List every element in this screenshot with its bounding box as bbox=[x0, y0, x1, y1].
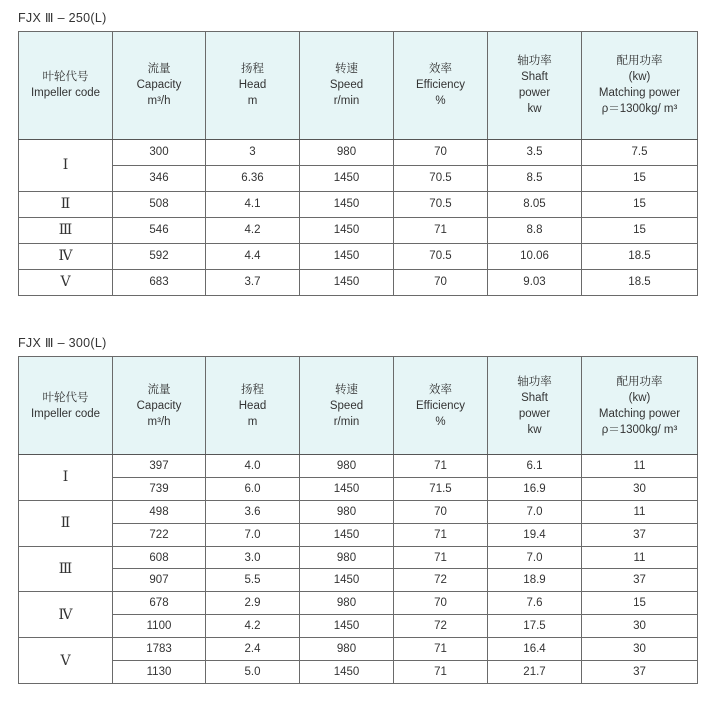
impeller-code-cell: Ⅲ bbox=[19, 217, 113, 243]
value-cell: 980 bbox=[300, 455, 394, 478]
table-row bbox=[19, 217, 698, 243]
value-cell: 19.4 bbox=[488, 523, 582, 546]
value-cell: 37 bbox=[582, 661, 698, 684]
value-cell: 4.2 bbox=[206, 217, 300, 243]
header-line: kw bbox=[527, 423, 542, 436]
header-line: power bbox=[518, 87, 551, 100]
value-cell: 1450 bbox=[300, 477, 394, 500]
value-cell: 37 bbox=[582, 569, 698, 592]
header-cell bbox=[488, 32, 582, 140]
header-line: Impeller code bbox=[30, 87, 101, 100]
value-cell: 15 bbox=[582, 592, 698, 615]
header-line: (kw) bbox=[628, 71, 651, 84]
table-row bbox=[19, 638, 698, 661]
value-cell: 7.0 bbox=[206, 523, 300, 546]
table-row bbox=[19, 592, 698, 615]
impeller-code-cell: Ⅳ bbox=[19, 243, 113, 269]
header-line: 效率 bbox=[429, 383, 452, 396]
header-line: Capacity bbox=[136, 399, 182, 412]
value-cell: 3.7 bbox=[206, 269, 300, 295]
header-line: Speed bbox=[329, 79, 364, 92]
header-cell bbox=[300, 32, 394, 140]
impeller-code-cell: Ⅱ bbox=[19, 500, 113, 546]
value-cell: 1100 bbox=[113, 615, 206, 638]
table-row bbox=[19, 546, 698, 569]
table-row bbox=[19, 569, 698, 592]
value-cell: 70.5 bbox=[394, 191, 488, 217]
value-cell: 6.36 bbox=[206, 165, 300, 191]
header-line: 叶轮代号 bbox=[42, 391, 89, 404]
value-cell: 1130 bbox=[113, 661, 206, 684]
impeller-code-cell: Ⅲ bbox=[19, 546, 113, 592]
value-cell: 1450 bbox=[300, 243, 394, 269]
value-cell: 6.1 bbox=[488, 455, 582, 478]
header-cell bbox=[582, 357, 698, 455]
table-row bbox=[19, 243, 698, 269]
value-cell: 70 bbox=[394, 139, 488, 165]
header-line: 轴功率 bbox=[517, 55, 552, 68]
value-cell: 15 bbox=[582, 165, 698, 191]
header-line: m bbox=[247, 95, 258, 108]
value-cell: 71.5 bbox=[394, 477, 488, 500]
value-cell: 7.6 bbox=[488, 592, 582, 615]
value-cell: 608 bbox=[113, 546, 206, 569]
header-line: 叶轮代号 bbox=[42, 71, 89, 84]
value-cell: 498 bbox=[113, 500, 206, 523]
header-line: Impeller code bbox=[30, 407, 101, 420]
value-cell: 18.5 bbox=[582, 269, 698, 295]
value-cell: 346 bbox=[113, 165, 206, 191]
value-cell: 907 bbox=[113, 569, 206, 592]
table-row bbox=[19, 165, 698, 191]
value-cell: 4.4 bbox=[206, 243, 300, 269]
value-cell: 980 bbox=[300, 500, 394, 523]
value-cell: 3 bbox=[206, 139, 300, 165]
value-cell: 8.8 bbox=[488, 217, 582, 243]
value-cell: 980 bbox=[300, 139, 394, 165]
value-cell: 11 bbox=[582, 500, 698, 523]
header-line: 流量 bbox=[147, 383, 171, 396]
value-cell: 16.9 bbox=[488, 477, 582, 500]
value-cell: 17.5 bbox=[488, 615, 582, 638]
value-cell: 15 bbox=[582, 191, 698, 217]
header-line: Shaft bbox=[521, 391, 548, 404]
header-line: Head bbox=[238, 79, 267, 92]
impeller-code-cell: Ⅴ bbox=[19, 638, 113, 684]
impeller-code-cell: Ⅰ bbox=[19, 139, 113, 191]
table-row bbox=[19, 191, 698, 217]
header-line: 效率 bbox=[429, 63, 452, 76]
value-cell: 71 bbox=[394, 455, 488, 478]
header-line: % bbox=[435, 95, 446, 108]
header-line: 配用功率 bbox=[616, 55, 663, 68]
value-cell: 7.5 bbox=[582, 139, 698, 165]
value-cell: 71 bbox=[394, 661, 488, 684]
value-cell: 8.05 bbox=[488, 191, 582, 217]
value-cell: 4.1 bbox=[206, 191, 300, 217]
impeller-code-cell: Ⅳ bbox=[19, 592, 113, 638]
value-cell: 683 bbox=[113, 269, 206, 295]
value-cell: 980 bbox=[300, 638, 394, 661]
header-line: m bbox=[247, 415, 258, 428]
value-cell: 722 bbox=[113, 523, 206, 546]
value-cell: 678 bbox=[113, 592, 206, 615]
table-row bbox=[19, 523, 698, 546]
value-cell: 30 bbox=[582, 477, 698, 500]
value-cell: 11 bbox=[582, 455, 698, 478]
value-cell: 70.5 bbox=[394, 243, 488, 269]
value-cell: 546 bbox=[113, 217, 206, 243]
value-cell: 16.4 bbox=[488, 638, 582, 661]
value-cell: 2.4 bbox=[206, 638, 300, 661]
value-cell: 3.5 bbox=[488, 139, 582, 165]
header-cell bbox=[113, 357, 206, 455]
value-cell: 1450 bbox=[300, 523, 394, 546]
header-line: 扬程 bbox=[241, 383, 264, 396]
value-cell: 71 bbox=[394, 546, 488, 569]
value-cell: 37 bbox=[582, 523, 698, 546]
value-cell: 9.03 bbox=[488, 269, 582, 295]
value-cell: 1450 bbox=[300, 615, 394, 638]
value-cell: 1450 bbox=[300, 569, 394, 592]
header-line: 转速 bbox=[335, 383, 358, 396]
table-row bbox=[19, 455, 698, 478]
header-line: (kw) bbox=[628, 391, 651, 404]
value-cell: 4.0 bbox=[206, 455, 300, 478]
header-cell bbox=[19, 357, 113, 455]
value-cell: 2.9 bbox=[206, 592, 300, 615]
header-line: 转速 bbox=[335, 63, 358, 76]
header-line: kw bbox=[527, 103, 542, 116]
value-cell: 3.0 bbox=[206, 546, 300, 569]
header-cell bbox=[300, 357, 394, 455]
value-cell: 71 bbox=[394, 638, 488, 661]
header-line: Head bbox=[238, 399, 267, 412]
value-cell: 980 bbox=[300, 592, 394, 615]
value-cell: 739 bbox=[113, 477, 206, 500]
value-cell: 300 bbox=[113, 139, 206, 165]
header-cell bbox=[206, 32, 300, 140]
header-line: r/min bbox=[333, 415, 360, 428]
pump-spec-table-300 bbox=[18, 356, 698, 684]
value-cell: 1450 bbox=[300, 217, 394, 243]
header-line: r/min bbox=[333, 95, 360, 108]
value-cell: 508 bbox=[113, 191, 206, 217]
header-cell bbox=[394, 32, 488, 140]
value-cell: 7.0 bbox=[488, 546, 582, 569]
value-cell: 70 bbox=[394, 500, 488, 523]
value-cell: 10.06 bbox=[488, 243, 582, 269]
table-row bbox=[19, 500, 698, 523]
value-cell: 70 bbox=[394, 269, 488, 295]
value-cell: 70 bbox=[394, 592, 488, 615]
value-cell: 72 bbox=[394, 615, 488, 638]
header-cell bbox=[19, 32, 113, 140]
impeller-code-cell: Ⅰ bbox=[19, 455, 113, 501]
header-line: 轴功率 bbox=[517, 375, 552, 388]
value-cell: 5.5 bbox=[206, 569, 300, 592]
value-cell: 18.9 bbox=[488, 569, 582, 592]
table-row bbox=[19, 615, 698, 638]
value-cell: 11 bbox=[582, 546, 698, 569]
value-cell: 72 bbox=[394, 569, 488, 592]
value-cell: 71 bbox=[394, 523, 488, 546]
table-title-250: FJX Ⅲ – 250(L) bbox=[18, 11, 107, 25]
header-cell bbox=[206, 357, 300, 455]
header-line: power bbox=[518, 407, 551, 420]
value-cell: 1450 bbox=[300, 269, 394, 295]
table-title-300: FJX Ⅲ – 300(L) bbox=[18, 336, 107, 350]
value-cell: 7.0 bbox=[488, 500, 582, 523]
value-cell: 18.5 bbox=[582, 243, 698, 269]
header-cell bbox=[582, 32, 698, 140]
value-cell: 1450 bbox=[300, 165, 394, 191]
table-row bbox=[19, 269, 698, 295]
value-cell: 30 bbox=[582, 638, 698, 661]
header-line: m³/h bbox=[147, 95, 171, 108]
header-line: Matching power bbox=[598, 407, 681, 420]
header-line: m³/h bbox=[147, 415, 171, 428]
value-cell: 4.2 bbox=[206, 615, 300, 638]
value-cell: 6.0 bbox=[206, 477, 300, 500]
value-cell: 5.0 bbox=[206, 661, 300, 684]
value-cell: 15 bbox=[582, 217, 698, 243]
impeller-code-cell: Ⅱ bbox=[19, 191, 113, 217]
value-cell: 71 bbox=[394, 217, 488, 243]
value-cell: 1783 bbox=[113, 638, 206, 661]
header-line: Efficiency bbox=[415, 79, 465, 92]
header-line: Efficiency bbox=[415, 399, 465, 412]
header-line: 流量 bbox=[147, 63, 171, 76]
value-cell: 592 bbox=[113, 243, 206, 269]
table-row bbox=[19, 477, 698, 500]
impeller-code-cell: Ⅴ bbox=[19, 269, 113, 295]
header-line: % bbox=[435, 415, 446, 428]
value-cell: 3.6 bbox=[206, 500, 300, 523]
pump-spec-table-250 bbox=[18, 31, 698, 296]
header-line: Capacity bbox=[136, 79, 182, 92]
value-cell: 980 bbox=[300, 546, 394, 569]
header-line: Shaft bbox=[521, 71, 548, 84]
header-line: ρ＝1300kg/ m³ bbox=[601, 423, 678, 436]
header-line: Matching power bbox=[598, 87, 681, 100]
header-line: ρ＝1300kg/ m³ bbox=[601, 103, 678, 116]
header-cell bbox=[394, 357, 488, 455]
table-row bbox=[19, 661, 698, 684]
value-cell: 397 bbox=[113, 455, 206, 478]
value-cell: 1450 bbox=[300, 191, 394, 217]
value-cell: 21.7 bbox=[488, 661, 582, 684]
header-line: 配用功率 bbox=[616, 375, 663, 388]
value-cell: 8.5 bbox=[488, 165, 582, 191]
value-cell: 1450 bbox=[300, 661, 394, 684]
value-cell: 70.5 bbox=[394, 165, 488, 191]
table-row bbox=[19, 139, 698, 165]
header-line: 扬程 bbox=[241, 63, 264, 76]
header-line: Speed bbox=[329, 399, 364, 412]
value-cell: 30 bbox=[582, 615, 698, 638]
header-cell bbox=[113, 32, 206, 140]
header-cell bbox=[488, 357, 582, 455]
